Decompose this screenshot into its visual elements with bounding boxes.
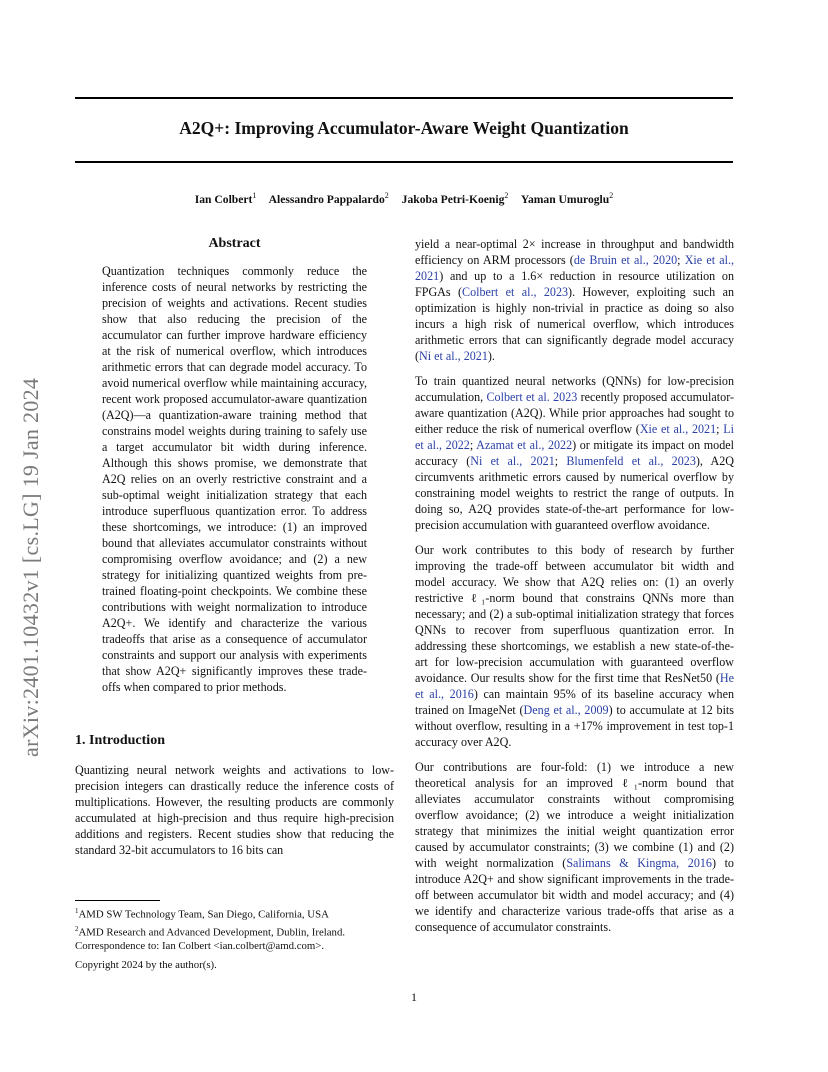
author-affiliation-mark: 1 — [252, 191, 257, 200]
intro-paragraph: Quantizing neural network weights and activations to low-precision integers can drastically reduce the inference costs of multiplications. However, the resulting products are commonly accumulated at high-precision and thus require high-precision additions and registers. Recent studies show that reducing the standard 32-bit accumulators to 16 bits can — [75, 763, 394, 857]
section-heading-introduction: 1. Introduction — [75, 733, 165, 748]
author-affiliation-mark: 2 — [609, 191, 614, 200]
intro-paragraph: Our work contributes to this body of research by further improving the trade-off between accumulator bit width and model accuracy. We show that A2Q relies on: (1) an overly restrictive ℓ₁-norm bound that constrains QNNs more than necessary; and (2) a sub-optimal initialization strategy that forces QNNs to recover from superfluous quantization error. In addressing these shortcomings, we establish a new state-of-the-art for low-precision accumulation with guaranteed overflow avoidance. Our results show for the first time that ResNet50 (He et al., 2016) can maintain 95% of its baseline accuracy when trained on ImageNet (Deng et al., 2009) to accumulate at 12 bits without overflow, resulting in a +17% improvement in test top-1 accuracy over A2Q. — [415, 543, 735, 749]
copyright-notice: Copyright 2024 by the author(s). — [75, 959, 217, 971]
citation-link[interactable]: Colbert et al. 2023 — [486, 390, 578, 404]
citation-link[interactable]: de Bruin et al., 2020 — [573, 253, 678, 267]
top-rule — [75, 97, 733, 99]
citation-link[interactable]: He et al., 2016 — [415, 671, 734, 701]
intro-paragraph: yield a near-optimal 2× increase in throughput and bandwidth efficiency on ARM processors (de Bruin et al., 2020; Xie et al., 2021) and up to a 1.6× reduction in resource utilization on FPGAs (Colbert et al., 2023). However, exploiting such an optimization is highly non-trivial in practice as doing so also incurs a high risk of numerical overflow, which introduces arithmetic errors that can significantly degrade model accuracy (Ni et al., 2021). — [415, 237, 734, 363]
author-name: Yaman Umuroglu — [520, 192, 610, 206]
citation-link[interactable]: Ni et al., 2021 — [419, 349, 488, 363]
left-column — [75, 236, 394, 858]
page-number: 1 — [411, 990, 417, 1004]
footnote-correspondence: Correspondence to: Ian Colbert <ian.colbert@amd.com>. — [75, 940, 325, 953]
author-affiliation-mark: 2 — [384, 191, 389, 200]
citation-link[interactable]: Blumenfeld et al., 2023 — [566, 454, 696, 468]
citation-link[interactable]: Colbert et al., 2023 — [462, 285, 569, 299]
abstract-heading: Abstract — [208, 236, 261, 251]
right-column — [415, 236, 734, 935]
citation-link[interactable]: Salimans & Kingma, 2016 — [566, 856, 712, 870]
footnotes — [75, 904, 405, 953]
citation-link[interactable]: Deng et al., 2009 — [523, 703, 609, 717]
abstract-text: Quantization techniques commonly reduce the inference costs of neural networks by restricting the precision of weights and activations. Recent studies show that also reducing the precision of the accumulator can further improve hardware efficiency at the risk of numerical overflow, which introduces arithmetic errors that can degrade model accuracy. To avoid numerical overflow while maintaining accuracy, recent work proposed accumulator-aware quantization (A2Q)—a quantization-aware training method that constrains model weights during training to safely use a target accumulator bit width during inference. Although this shows promise, we demonstrate that A2Q relies on an overly restrictive constraint and a sub-optimal weight initialization strategy that each introduce superfluous quantization error. To address these shortcomings, we introduce: (1) an improved bound that alleviates accumulator constraints without compromising overflow avoidance; and (2) a new strategy for initializing quantized weights from pre-trained floating-point checkpoints. We combine these contributions with weight normalization to introduce A2Q+. We identify and characterize the various tradeoffs that arise as a consequence of accumulator constraints and support our analysis with experiments that show A2Q+ significantly improves these trade-offs when compared to prior methods. — [102, 264, 367, 694]
title-bottom-rule — [75, 161, 733, 163]
intro-paragraph: To train quantized neural networks (QNNs) for low-precision accumulation, Colbert et al. 2023 recently proposed accumulator-aware quantization (A2Q). While prior approaches had sought to either reduce the risk of numerical overflow (Xie et al., 2021; Li et al., 2022; Azamat et al., 2022) or mitigate its impact on model accuracy (Ni et al., 2021; Blumenfeld et al., 2023), A2Q circumvents arithmetic errors caused by numerical overflow by constraining model weights to restrict the range of outputs. In doing so, A2Q provides state-of-the-art performance for low-precision accumulation with guaranteed overflow avoidance. — [415, 374, 735, 532]
footnote-affiliation-1: $^1$AMD SW Technology Team, San Diego, California, USA — [75, 907, 329, 921]
author-name: Jakoba Petri-Koenig — [401, 192, 505, 206]
footnote-rule — [75, 900, 160, 901]
author-affiliation-mark: 2 — [504, 191, 509, 200]
paper-title: A2Q+: Improving Accumulator-Aware Weight Quantization — [179, 118, 629, 138]
citation-link[interactable]: Xie et al., 2021 — [415, 253, 734, 283]
intro-paragraph: Our contributions are four-fold: (1) we introduce a new theoretical analysis for an improved ℓ₁-norm bound that alleviates accumulator constraints without compromising overflow avoidance; (2) we introduce a weight initialization strategy that minimizes the initial weight quantization error caused by accumulator constraints; (3) we combine (1) and (2) with weight normalization (Salimans & Kingma, 2016) to introduce A2Q+ and show significant improvements in the trade-off between accumulator bit width and model accuracy; and (4) we identify and characterize various trade-offs that arise as a consequence of accumulator constraints. — [415, 760, 734, 934]
author-name: Ian Colbert — [194, 192, 253, 206]
author-list — [75, 191, 733, 206]
citation-link[interactable]: Li et al., 2022 — [415, 422, 734, 452]
citation-link[interactable]: Azamat et al., 2022 — [476, 438, 573, 452]
author-name: Alessandro Pappalardo — [268, 192, 385, 206]
citation-link[interactable]: Ni et al., 2021 — [470, 454, 555, 468]
citation-link[interactable]: Xie et al., 2021 — [639, 422, 717, 436]
footnote-affiliation-2: $^2$AMD Research and Advanced Development, Dublin, Ireland. — [75, 924, 346, 939]
arxiv-stamp: arXiv:2401.10432v1 [cs.LG] 19 Jan 2024 — [18, 377, 43, 757]
